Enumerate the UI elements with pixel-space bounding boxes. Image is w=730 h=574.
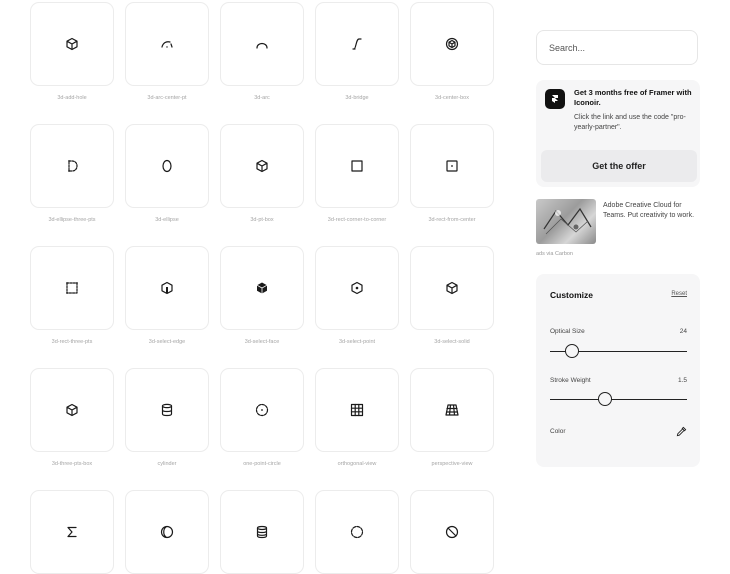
icon-tile[interactable] [30, 124, 114, 208]
carbon-ad-image[interactable] [536, 199, 596, 244]
orthogonal-view-icon [350, 403, 364, 417]
icon-tile[interactable] [125, 368, 209, 452]
one-point-circle-icon [255, 403, 269, 417]
icon-tile[interactable] [30, 490, 114, 574]
select-point-icon [350, 281, 364, 295]
icon-tile[interactable] [315, 124, 399, 208]
icon-name: 3d-ellipse-three-pts [48, 217, 96, 223]
icon-card[interactable] [220, 246, 304, 345]
cylinder-icon [160, 403, 174, 417]
icon-card[interactable] [315, 2, 399, 101]
icon-name: 3d-rect-from-center [428, 217, 476, 223]
rect-corner-icon [350, 159, 364, 173]
icon-card[interactable] [30, 368, 114, 467]
stroke-weight-slider-handle[interactable] [598, 392, 612, 406]
icon-tile[interactable] [220, 2, 304, 86]
select-solid-icon [445, 281, 459, 295]
icon-name: 3d-bridge [345, 95, 369, 101]
icon-name: 3d-select-point [338, 339, 376, 345]
stroke-weight-track[interactable] [550, 399, 687, 400]
icon-card[interactable] [315, 124, 399, 223]
icon-tile[interactable] [315, 368, 399, 452]
icon-tile[interactable] [220, 368, 304, 452]
sidebar [536, 30, 700, 187]
icon-card[interactable] [220, 368, 304, 467]
icon-name: 3d-select-solid [434, 339, 470, 345]
icon-tile[interactable] [125, 124, 209, 208]
icon-card[interactable] [30, 2, 114, 101]
rect-three-points-icon [65, 281, 79, 295]
icon-tile[interactable] [220, 124, 304, 208]
icon-tile[interactable] [410, 2, 494, 86]
icon-tile[interactable] [30, 2, 114, 86]
icon-tile[interactable] [125, 246, 209, 330]
color-label: Color [550, 428, 566, 435]
circle-slash-icon [445, 525, 459, 539]
icon-name: 3d-arc-center-pt [147, 95, 187, 101]
carbon-ad[interactable] [536, 199, 700, 245]
icon-name: 3d-arc [254, 95, 270, 101]
icon-tile[interactable] [30, 368, 114, 452]
icon-card[interactable] [410, 368, 494, 467]
ellipse-three-points-icon [65, 159, 79, 173]
perspective-view-icon [445, 403, 459, 417]
icon-card[interactable] [125, 246, 209, 345]
sigma-icon [65, 525, 79, 539]
icon-card[interactable] [315, 246, 399, 345]
three-points-box-icon [65, 403, 79, 417]
icon-tile[interactable] [30, 246, 114, 330]
icon-tile[interactable] [410, 124, 494, 208]
icon-name: 3d-ellipse [155, 217, 179, 223]
icon-name: 3d-three-pts-box [51, 461, 93, 467]
icon-card[interactable] [125, 2, 209, 101]
icon-card[interactable] [410, 490, 494, 574]
icon-card[interactable] [315, 368, 399, 467]
icon-tile[interactable] [125, 490, 209, 574]
crescent-circle-icon [160, 525, 174, 539]
eyedropper-icon[interactable] [676, 426, 687, 437]
icon-tile[interactable] [410, 490, 494, 574]
stroke-weight-value: 1.5 [677, 377, 687, 384]
ad-text: Click the link and use the code "pro-yearly-partner". [574, 114, 686, 131]
arc-icon [255, 37, 269, 51]
icon-name: orthogonal-view [337, 461, 377, 467]
icon-card[interactable] [220, 124, 304, 223]
icon-tile[interactable] [220, 246, 304, 330]
ellipse-icon [160, 159, 174, 173]
icon-card[interactable] [30, 124, 114, 223]
icon-card[interactable] [410, 2, 494, 101]
customize-title: Customize [550, 290, 593, 300]
carbon-ad-text[interactable]: Adobe Creative Cloud for Teams. Put creativity to work. [603, 202, 695, 219]
icon-name: one-point-circle [243, 461, 281, 467]
icon-name: 3d-select-face [244, 339, 280, 345]
icon-name: 3d-center-box [435, 95, 469, 101]
icon-card[interactable] [315, 490, 399, 574]
icon-card[interactable] [125, 124, 209, 223]
customize-panel [536, 274, 700, 467]
icon-card[interactable] [220, 490, 304, 574]
icon-name: 3d-pt-box [250, 217, 274, 223]
stroke-weight-label: Stroke Weight [550, 377, 591, 384]
icon-tile[interactable] [315, 2, 399, 86]
icon-tile[interactable] [410, 246, 494, 330]
search-input[interactable] [536, 30, 698, 65]
framer-icon [545, 89, 565, 109]
icon-name: 3d-rect-three-pts [51, 339, 93, 345]
icon-card[interactable] [410, 124, 494, 223]
framer-ad[interactable] [536, 80, 700, 187]
select-edge-icon [160, 281, 174, 295]
icon-tile[interactable] [410, 368, 494, 452]
icon-card[interactable] [125, 368, 209, 467]
database-stack-icon [255, 525, 269, 539]
icon-card[interactable] [30, 490, 114, 574]
bridge-icon [350, 37, 364, 51]
select-face-icon [255, 281, 269, 295]
ad-title: Get 3 months free of Framer with Iconoir. [574, 88, 692, 107]
rect-center-icon [445, 159, 459, 173]
icon-tile[interactable] [315, 490, 399, 574]
icon-tile[interactable] [125, 2, 209, 86]
reset-button[interactable]: Reset [671, 291, 687, 297]
icon-card[interactable] [30, 246, 114, 345]
icon-name: 3d-select-edge [148, 339, 186, 345]
get-offer-button[interactable]: Get the offer [541, 150, 697, 182]
icon-name: 3d-add-hole [57, 95, 87, 101]
optical-size-value: 24 [679, 328, 687, 335]
optical-size-label: Optical Size [550, 328, 585, 335]
ads-via-carbon[interactable]: ads via Carbon [536, 251, 573, 257]
icon-card[interactable] [410, 246, 494, 345]
icon-name: cylinder [157, 461, 177, 467]
optical-size-slider-handle[interactable] [565, 344, 579, 358]
center-box-icon [445, 37, 459, 51]
circle-points-icon [350, 525, 364, 539]
icon-card[interactable] [125, 490, 209, 574]
icon-name: perspective-view [431, 461, 473, 467]
icon-name: 3d-rect-corner-to-corner [327, 217, 387, 223]
arc-center-point-icon [160, 37, 174, 51]
icon-card[interactable] [220, 2, 304, 101]
cube-icon [65, 37, 79, 51]
icon-tile[interactable] [315, 246, 399, 330]
point-box-icon [255, 159, 269, 173]
icon-tile[interactable] [220, 490, 304, 574]
